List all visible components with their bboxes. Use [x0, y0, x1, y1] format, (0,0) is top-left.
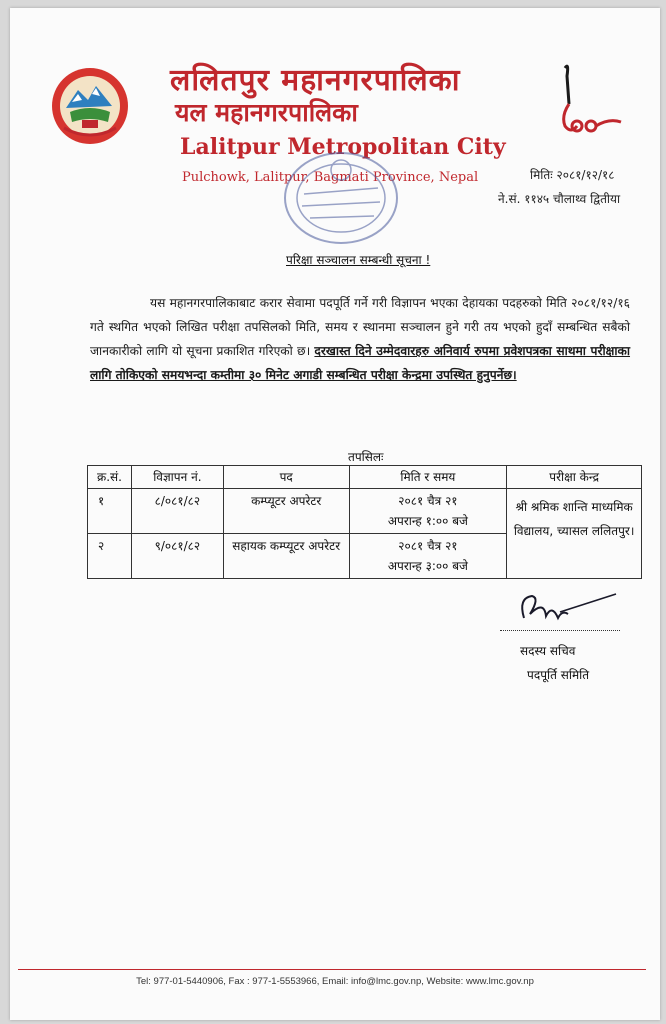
signatory-title: सदस्य सचिव	[520, 644, 576, 658]
row-serial: १	[88, 489, 132, 534]
office-stamp-icon	[282, 148, 400, 248]
notice-emphasis: दरखास्त दिने उम्मेदवारहरु अनिवार्य रुपमा प्रवेशपत्रका साथमा परीक्षाका लागि तोकिएको समयभन्दा कम्तीमा ३० मिनेट अगाडी सम्बन्धित परीक्षा केन्द्रमा उपस्थित हुनुपर्नेछ।	[90, 344, 631, 382]
table-label: तपसिलः	[348, 450, 384, 464]
notice-body	[90, 291, 630, 387]
exam-schedule-table	[87, 465, 642, 579]
municipality-address: Pulchowk, Lalitpur, Bagmati Province, Nepal	[182, 170, 479, 185]
row-time: अपरान्ह ३:०० बजे	[387, 559, 468, 573]
row-ad-no: ८/०८१/८२	[131, 489, 223, 534]
header-date-time: मिति र समय	[349, 466, 507, 489]
row-date-time	[349, 489, 507, 534]
municipality-name-nepali: ललितपुर महानगरपालिका	[170, 63, 461, 98]
lalitpur-logo-icon	[555, 60, 625, 140]
row-date-time	[349, 534, 507, 579]
header-post: पद	[223, 466, 349, 489]
notice-paragraph: यस महानगरपालिकाबाट करार सेवामा पदपूर्ति गर्ने गरी विज्ञापन भएका देहायका पदहरुको मिति २०८१/१२/१६ गते स्थगित भएको लिखित परीक्षा तपसिलको मिति, समय र स्थानमा सञ्चालन हुने गरी तय भएको हुदाँ सम्बन्धित सबैको जानकारीको लागि यो सूचना प्रकाशित गरिएको छ।	[90, 296, 630, 358]
row-date: २०८१ चैत्र २१	[398, 539, 458, 553]
footer-divider	[18, 969, 646, 970]
table-row	[88, 489, 642, 534]
exam-center-cell	[507, 489, 642, 579]
exam-center: श्री श्रमिक शान्ति माध्यमिक विद्यालय, च्यासल ललितपुर।	[513, 500, 635, 538]
header-exam-center: परीक्षा केन्द्र	[507, 466, 642, 489]
signature-line	[500, 630, 620, 631]
nepal-government-emblem-icon	[50, 66, 130, 146]
municipality-name-newari: यल महानगरपालिका	[175, 98, 358, 127]
table-header-row	[88, 466, 642, 489]
header-ad-no: विज्ञापन नं.	[131, 466, 223, 489]
municipality-name-english: Lalitpur Metropolitan City	[180, 134, 506, 160]
row-date: २०८१ चैत्र २१	[398, 494, 458, 508]
row-post: सहायक कम्प्यूटर अपरेटर	[223, 534, 349, 579]
row-serial: २	[88, 534, 132, 579]
row-post: कम्प्यूटर अपरेटर	[223, 489, 349, 534]
notice-page	[10, 8, 660, 1020]
row-ad-no: ९/०८१/८२	[131, 534, 223, 579]
notice-date: मितिः २०८१/१२/१८	[530, 168, 615, 182]
header-serial: क्र.सं.	[88, 466, 132, 489]
handwritten-signature-icon	[510, 588, 620, 634]
notice-subject: परिक्षा सञ्चालन सम्बन्धी सूचना !	[286, 253, 431, 267]
signatory-committee: पदपूर्ति समिति	[527, 668, 590, 682]
footer-contact: Tel: 977-01-5440906, Fax : 977-1-5553966, Email: info@lmc.gov.np, Website: www.lmc.gov.np	[136, 976, 534, 987]
row-time: अपरान्ह १:०० बजे	[387, 514, 468, 528]
nepal-sambat-date: ने.सं. ११४५ चौलाथ्व द्वितीया	[498, 192, 621, 206]
